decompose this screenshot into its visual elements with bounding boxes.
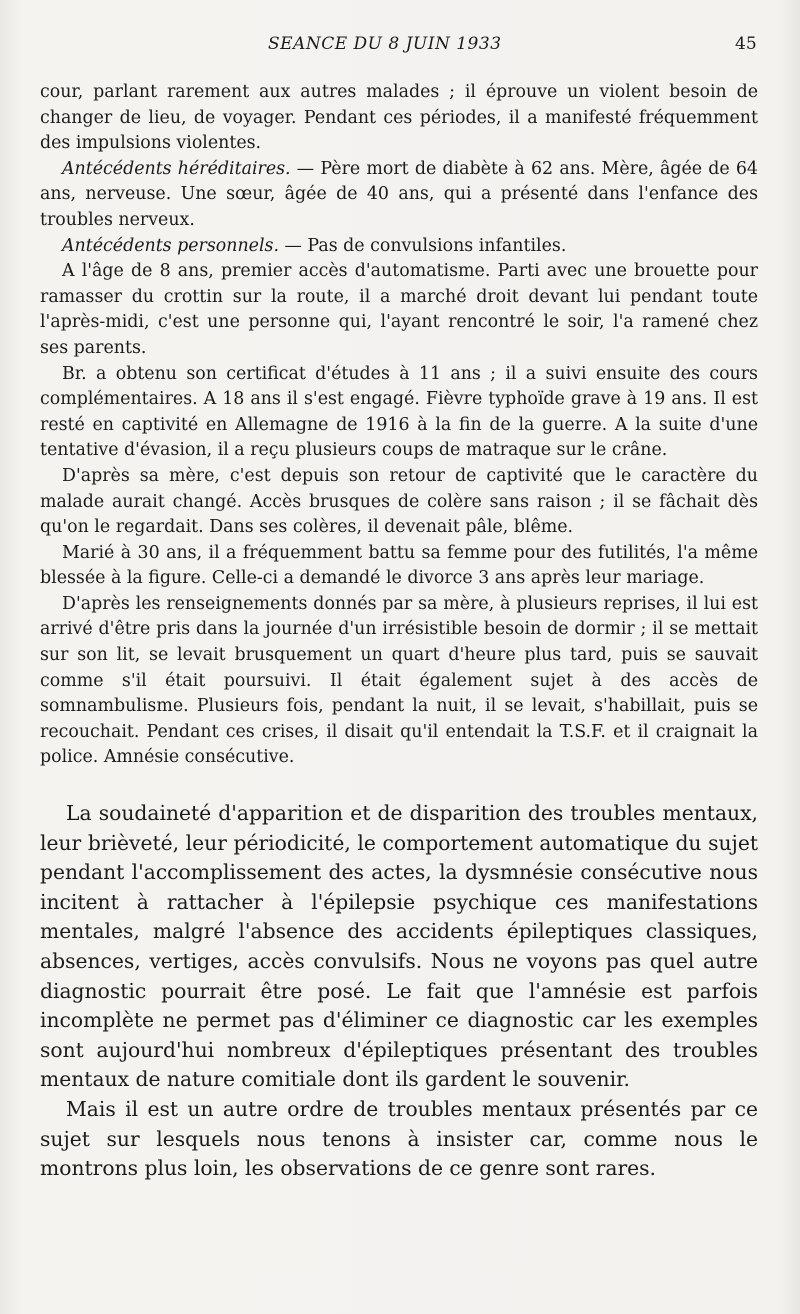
body-text xyxy=(40,80,758,1184)
personal-label: Antécédents personnels. xyxy=(62,235,279,256)
hereditary-label: Antécédents héréditaires. xyxy=(62,158,291,179)
hereditary-text: — Père mort de diabète à 62 ans. Mère, âgée de 64 ans, nerveuse. Une sœur, âgée de 40 ans, qui a présenté dans l'enfance des troubles nerveux. xyxy=(40,158,758,230)
paragraph-childhood: A l'âge de 8 ans, premier accès d'automatisme. Parti avec une brouette pour ramasser du crottin sur la route, il a marché droit devant lui pendant toute l'après-midi, c'est une personne qui, l'ayant rencontré le soir, l'a ramené chez ses parents. xyxy=(40,261,758,358)
paragraph-episodes: D'après les renseignements donnés par sa mère, à plusieurs reprises, il lui est arrivé d'être pris dans la journée d'un irrésistible besoin de dormir ; il se mettait sur son lit, se levait brusquement un quart d'heure plus tard, puis se sauvait comme s'il était poursuivi. Il était également sujet à des accès de somnambulisme. Plusieurs fois, pendant la nuit, il se levait, s'habillait, puis se recouchait. Pendant ces crises, il disait qu'il entendait la T.S.F. et il craignait la police. Amnésie consécutive. xyxy=(40,593,758,768)
case-observation xyxy=(40,80,758,771)
running-head xyxy=(0,34,800,56)
paragraph-education-war: Br. a obtenu son certificat d'études à 11 ans ; il a suivi ensuite des cours complémentaires. A 18 ans il s'est engagé. Fièvre typhoïde grave à 19 ans. Il est resté en captivité en Allemagne de 1916 à la fin de la guerre. A la suite d'une tentative d'évasion, il a reçu plusieurs coups de matraque sur le crâne. xyxy=(40,363,758,461)
running-title: SEANCE DU 8 JUIN 1933 xyxy=(268,34,502,54)
personal-text: — Pas de convulsions infantiles. xyxy=(278,235,567,256)
discussion xyxy=(40,799,758,1184)
paragraph-hereditary xyxy=(40,157,758,234)
paragraph-diagnosis: La soudaineté d'apparition et de disparition des troubles mentaux, leur brièveté, leur périodicité, le comportement automatique du sujet pendant l'accomplissement des actes, la dysmnésie consécutive nous incitent à rattacher à l'épilepsie psychique ces manifestations mentales, malgré l'absence des accidents épileptiques classiques, absences, vertiges, accès convulsifs. Nous ne voyons pas quel autre diagnostic pourrait être posé. Le fait que l'amnésie est parfois incomplète ne permet pas d'éliminer ce diagnostic car les exemples sont aujourd'hui nombreux d'épileptiques présentant des troubles mentaux de nature comitiale dont ils gardent le souvenir. xyxy=(40,801,758,1092)
paragraph-opening: cour, parlant rarement aux autres malades ; il éprouve un violent besoin de changer de lieu, de voyager. Pendant ces périodes, il a manifesté fréquemment des impulsions violentes. xyxy=(40,82,758,154)
paragraph-personal xyxy=(40,234,758,260)
page-number: 45 xyxy=(735,34,757,54)
paragraph-character-change: D'après sa mère, c'est depuis son retour de captivité que le caractère du malade aurait changé. Accès brusques de colère sans raison ; il se fâchait dès qu'on le regardait. Dans ses colères, il devenait pâle, blême. xyxy=(40,465,758,538)
paragraph-other-troubles: Mais il est un autre ordre de troubles mentaux présentés par ce sujet sur lesquels nous tenons à insister car, comme nous le montrons plus loin, les observations de ce genre sont rares. xyxy=(40,1096,758,1181)
paragraph-marriage: Marié à 30 ans, il a fréquemment battu sa femme pour des futilités, l'a même blessée à la figure. Celle-ci a demandé le divorce 3 ans après leur mariage. xyxy=(40,542,758,589)
